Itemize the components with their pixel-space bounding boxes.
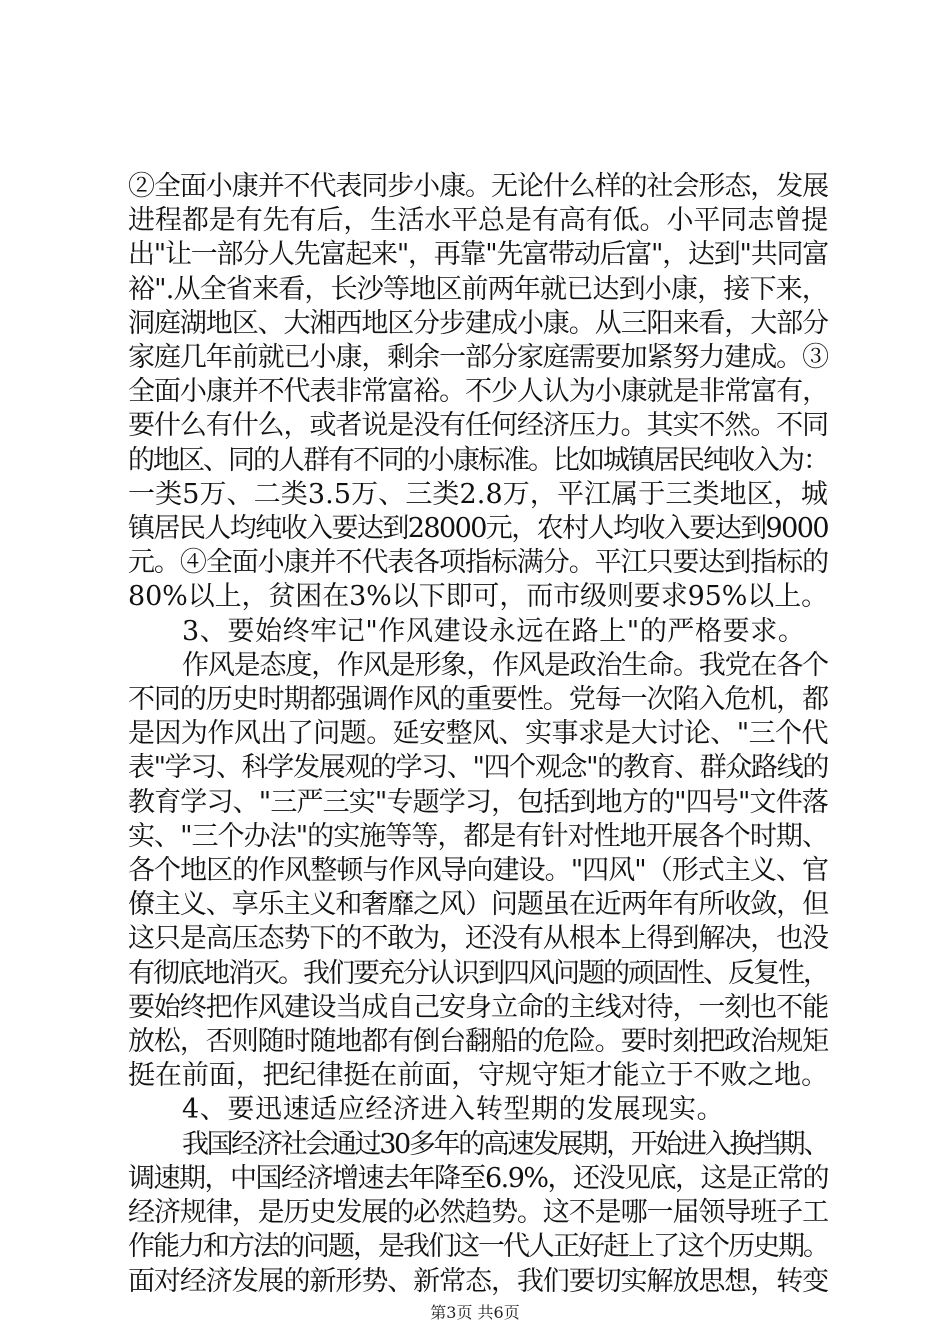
text-line: 作风是态度，作风是形象，作风是政治生命。我党在各个 xyxy=(182,649,828,681)
text-line: 80%以上，贫困在3%以下即可，而市级则要求95%以上。 xyxy=(128,581,828,613)
page-number-footer: 第3页 共6页 xyxy=(430,1303,520,1322)
text-line: 挺在前面，把纪律挺在前面，守规守矩才能立于不败之地。 xyxy=(128,1060,828,1092)
text-line: 洞庭湖地区、大湘西地区分步建成小康。从三阳来看，大部分 xyxy=(128,307,828,339)
text-line: 面对经济发展的新形势、新常态，我们要切实解放思想，转变 xyxy=(128,1265,828,1297)
text-line: 一类5万、二类3.5万、三类2.8万，平江属于三类地区，城 xyxy=(128,478,828,510)
text-line: 教育学习、"三严三实"专题学习，包括到地方的"四号"文件落 xyxy=(128,786,828,818)
text-line: 不同的历史时期都强调作风的重要性。党每一次陷入危机，都 xyxy=(128,684,828,716)
text-line: 元。④全面小康并不代表各项指标满分。平江只要达到指标的 xyxy=(128,547,828,579)
text-line: 家庭几年前就已小康，剩余一部分家庭需要加紧努力建成。③ xyxy=(128,342,828,374)
text-line: 放松，否则随时随地都有倒台翻船的危险。要时刻把政治规矩 xyxy=(128,1026,828,1058)
text-line: 实、"三个办法"的实施等等，都是有针对性地开展各个时期、 xyxy=(128,820,828,852)
text-line: 是因为作风出了问题。延安整风、实事求是大讨论、"三个代 xyxy=(128,718,828,750)
text-line: 进程都是有先有后，生活水平总是有高有低。小平同志曾提 xyxy=(128,205,828,237)
text-line: 镇居民人均纯收入要达到28000元，农村人均收入要达到9000 xyxy=(128,513,828,545)
text-line: 表"学习、科学发展观的学习、"四个观念"的教育、群众路线的 xyxy=(128,752,828,784)
text-line: 全面小康并不代表非常富裕。不少人认为小康就是非常富有， xyxy=(128,376,828,408)
text-line: 的地区、同的人群有不同的小康标准。比如城镇居民纯收入为： xyxy=(128,444,828,476)
text-line: 出"让一部分人先富起来"，再靠"先富带动后富"，达到"共同富 xyxy=(128,239,829,271)
text-line: 裕".从全省来看，长沙等地区前两年就已达到小康，接下来， xyxy=(128,273,828,305)
text-line: 调速期，中国经济增速去年降至6.9%，还没见底，这是正常的 xyxy=(128,1162,828,1194)
text-line: 要始终把作风建设当成自己安身立命的主线对待，一刻也不能 xyxy=(128,991,828,1023)
text-line: ②全面小康并不代表同步小康。无论什么样的社会形态，发展 xyxy=(128,171,828,202)
text-line: 僚主义、享乐主义和奢靡之风）问题虽在近两年有所收敛，但 xyxy=(128,889,828,921)
body-text xyxy=(128,170,828,1299)
section-heading: 3、要始终牢记"作风建设永远在路上"的严格要求。 xyxy=(182,615,806,647)
text-line: 这只是高压态势下的不敢为，还没有从根本上得到解决，也没 xyxy=(128,923,828,955)
section-heading: 4、要迅速适应经济进入转型期的发展现实。 xyxy=(182,1094,725,1126)
text-line: 我国经济社会通过30多年的高速发展期，开始进入换挡期、 xyxy=(182,1128,828,1160)
text-line: 要什么有什么，或者说是没有任何经济压力。其实不然。不同 xyxy=(128,410,828,442)
text-line: 作能力和方法的问题，是我们这一代人正好赶上了这个历史期。 xyxy=(128,1231,828,1263)
text-line: 有彻底地消灭。我们要充分认识到四风问题的顽固性、反复性， xyxy=(128,957,828,989)
text-line: 各个地区的作风整顿与作风导向建设。"四风"（形式主义、官 xyxy=(128,855,828,887)
text-line: 经济规律，是历史发展的必然趋势。这不是哪一届领导班子工 xyxy=(128,1197,828,1229)
